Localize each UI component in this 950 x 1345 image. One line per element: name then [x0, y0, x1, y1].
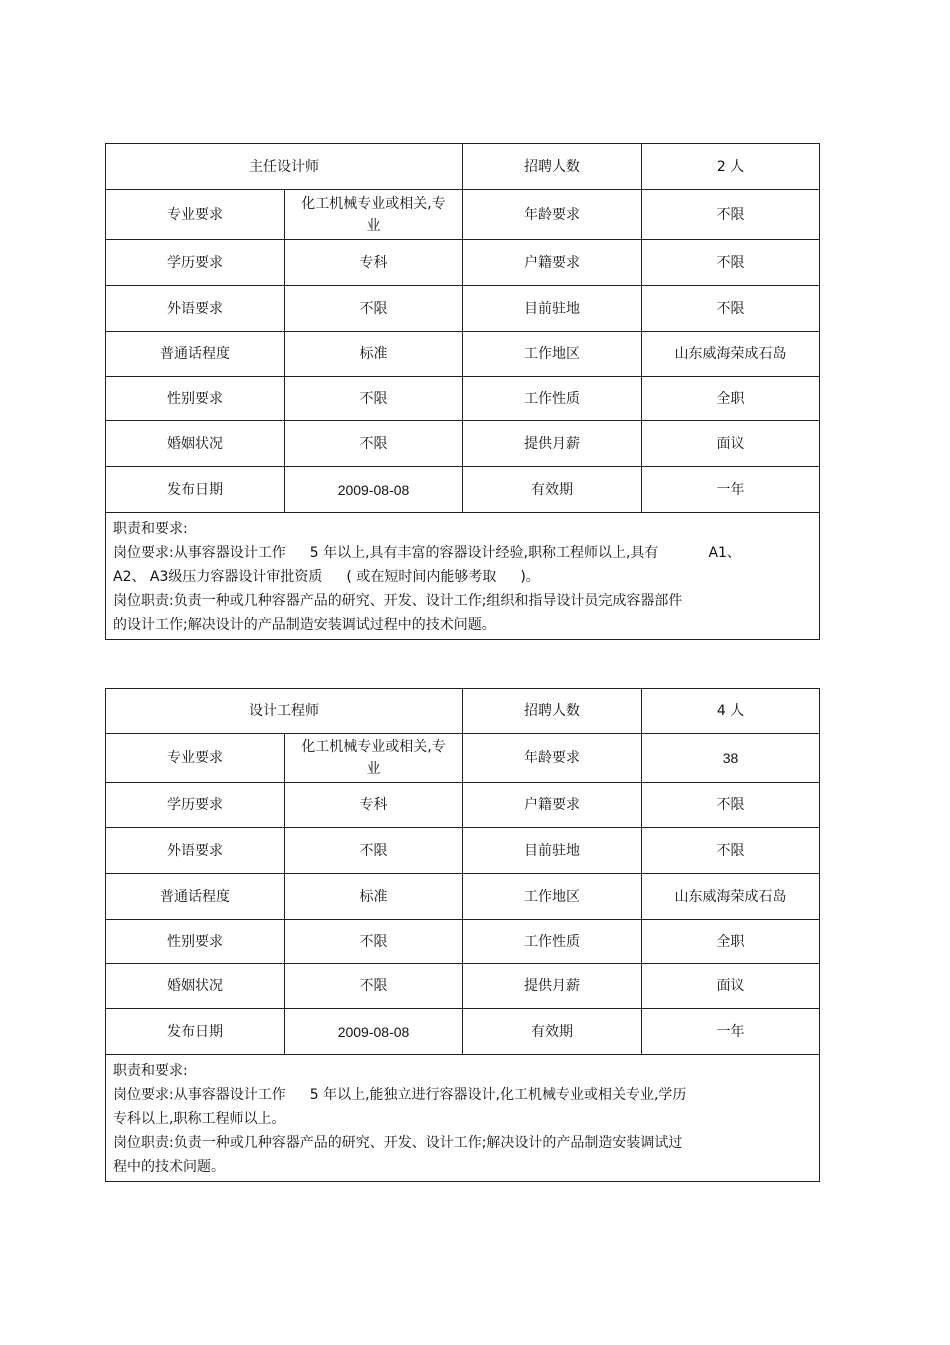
field-value: 全职: [642, 377, 820, 421]
field-label: 提供月薪: [463, 964, 642, 1009]
duties-requirement-line: 专科以上,职称工程师以上。: [113, 1111, 286, 1127]
duties-text: 5 年以上,能独立进行容器设计,化工机械专业或相关专业,学历: [309, 1087, 687, 1103]
duties-requirement-line: [113, 1083, 813, 1107]
job-title: 设计工程师: [106, 689, 463, 734]
field-value: [285, 190, 463, 240]
field-label: 有效期: [463, 467, 642, 513]
job-posting-table-2: [105, 688, 820, 1182]
field-label: 提供月薪: [463, 421, 642, 467]
field-value: 一年: [642, 1009, 820, 1055]
duties-line: 的设计工作;解决设计的产品制造安装调试过程中的技术问题。: [113, 617, 496, 633]
field-value: 不限: [285, 286, 463, 332]
field-label: 年龄要求: [463, 734, 642, 783]
field-value: 不限: [642, 286, 820, 332]
field-value: 标准: [285, 332, 463, 377]
field-label: 性别要求: [106, 920, 285, 964]
duties-text: A2、 A3级压力容器设计审批资质: [113, 569, 323, 585]
field-value: 山东威海荣成石岛: [642, 332, 820, 377]
field-label: 工作性质: [463, 377, 642, 421]
duties-section: [106, 1055, 820, 1182]
field-label: 学历要求: [106, 240, 285, 286]
field-value-text: 化工机械专业或相关,专业: [301, 739, 446, 777]
field-label: 普通话程度: [106, 874, 285, 920]
field-label: 目前驻地: [463, 828, 642, 874]
field-value: 面议: [642, 964, 820, 1009]
duties-requirement-line: [113, 541, 813, 565]
field-value: 专科: [285, 240, 463, 286]
duties-text: 5 年以上,具有丰富的容器设计经验,职称工程师以上,具有: [309, 545, 659, 561]
field-label: 专业要求: [106, 190, 285, 240]
field-value-text: 化工机械专业或相关,专业: [301, 195, 446, 234]
field-value: 不限: [285, 828, 463, 874]
field-value: 不限: [285, 964, 463, 1009]
field-value: 不限: [642, 240, 820, 286]
duties-line: 岗位职责:负责一种或几种容器产品的研究、开发、设计工作;解决设计的产品制造安装调试过: [113, 1135, 683, 1151]
duties-line: 岗位职责:负责一种或几种容器产品的研究、开发、设计工作;组织和指导设计员完成容器部件: [113, 593, 683, 609]
field-value: 面议: [642, 421, 820, 467]
field-label: 目前驻地: [463, 286, 642, 332]
field-value: 一年: [642, 467, 820, 513]
field-label: 婚姻状况: [106, 964, 285, 1009]
field-label: 户籍要求: [463, 783, 642, 828]
field-value: 专科: [285, 783, 463, 828]
field-value: 不限: [642, 783, 820, 828]
duties-text: 岗位要求:从事容器设计工作: [113, 1087, 286, 1103]
field-value: 全职: [642, 920, 820, 964]
field-label: 发布日期: [106, 1009, 285, 1055]
field-label: 性别要求: [106, 377, 285, 421]
field-label: 户籍要求: [463, 240, 642, 286]
field-value: 不限: [642, 828, 820, 874]
field-label: 有效期: [463, 1009, 642, 1055]
field-label: 发布日期: [106, 467, 285, 513]
field-label: 工作地区: [463, 332, 642, 377]
field-label: 专业要求: [106, 734, 285, 783]
field-label: 学历要求: [106, 783, 285, 828]
field-label: 普通话程度: [106, 332, 285, 377]
field-value: 2009-08-08: [285, 467, 463, 513]
field-value: 不限: [285, 421, 463, 467]
field-value: 不限: [285, 377, 463, 421]
job-posting-table-1: [105, 143, 820, 640]
field-label: 工作地区: [463, 874, 642, 920]
field-value: 38: [642, 734, 820, 783]
headcount-label: 招聘人数: [463, 144, 642, 190]
headcount-value: 4 人: [642, 689, 820, 734]
field-label: 年龄要求: [463, 190, 642, 240]
field-value: 山东威海荣成石岛: [642, 874, 820, 920]
duties-heading: 职责和要求:: [113, 1063, 188, 1079]
field-value: [285, 734, 463, 783]
field-value: 不限: [285, 920, 463, 964]
field-label: 外语要求: [106, 828, 285, 874]
field-label: 工作性质: [463, 920, 642, 964]
headcount-value: 2 人: [642, 144, 820, 190]
duties-text: ( 或在短时间内能够考取: [346, 569, 497, 585]
duties-text: A1、: [708, 545, 741, 561]
duties-text: 岗位要求:从事容器设计工作: [113, 545, 286, 561]
field-value: 标准: [285, 874, 463, 920]
field-value: 不限: [642, 190, 820, 240]
duties-text: )。: [520, 569, 540, 585]
field-label: 婚姻状况: [106, 421, 285, 467]
duties-heading: 职责和要求:: [113, 521, 188, 537]
headcount-label: 招聘人数: [463, 689, 642, 734]
job-title: 主任设计师: [106, 144, 463, 190]
duties-requirement-line: [113, 565, 813, 589]
field-value: 2009-08-08: [285, 1009, 463, 1055]
field-label: 外语要求: [106, 286, 285, 332]
duties-section: [106, 513, 820, 640]
duties-line: 程中的技术问题。: [113, 1159, 225, 1175]
